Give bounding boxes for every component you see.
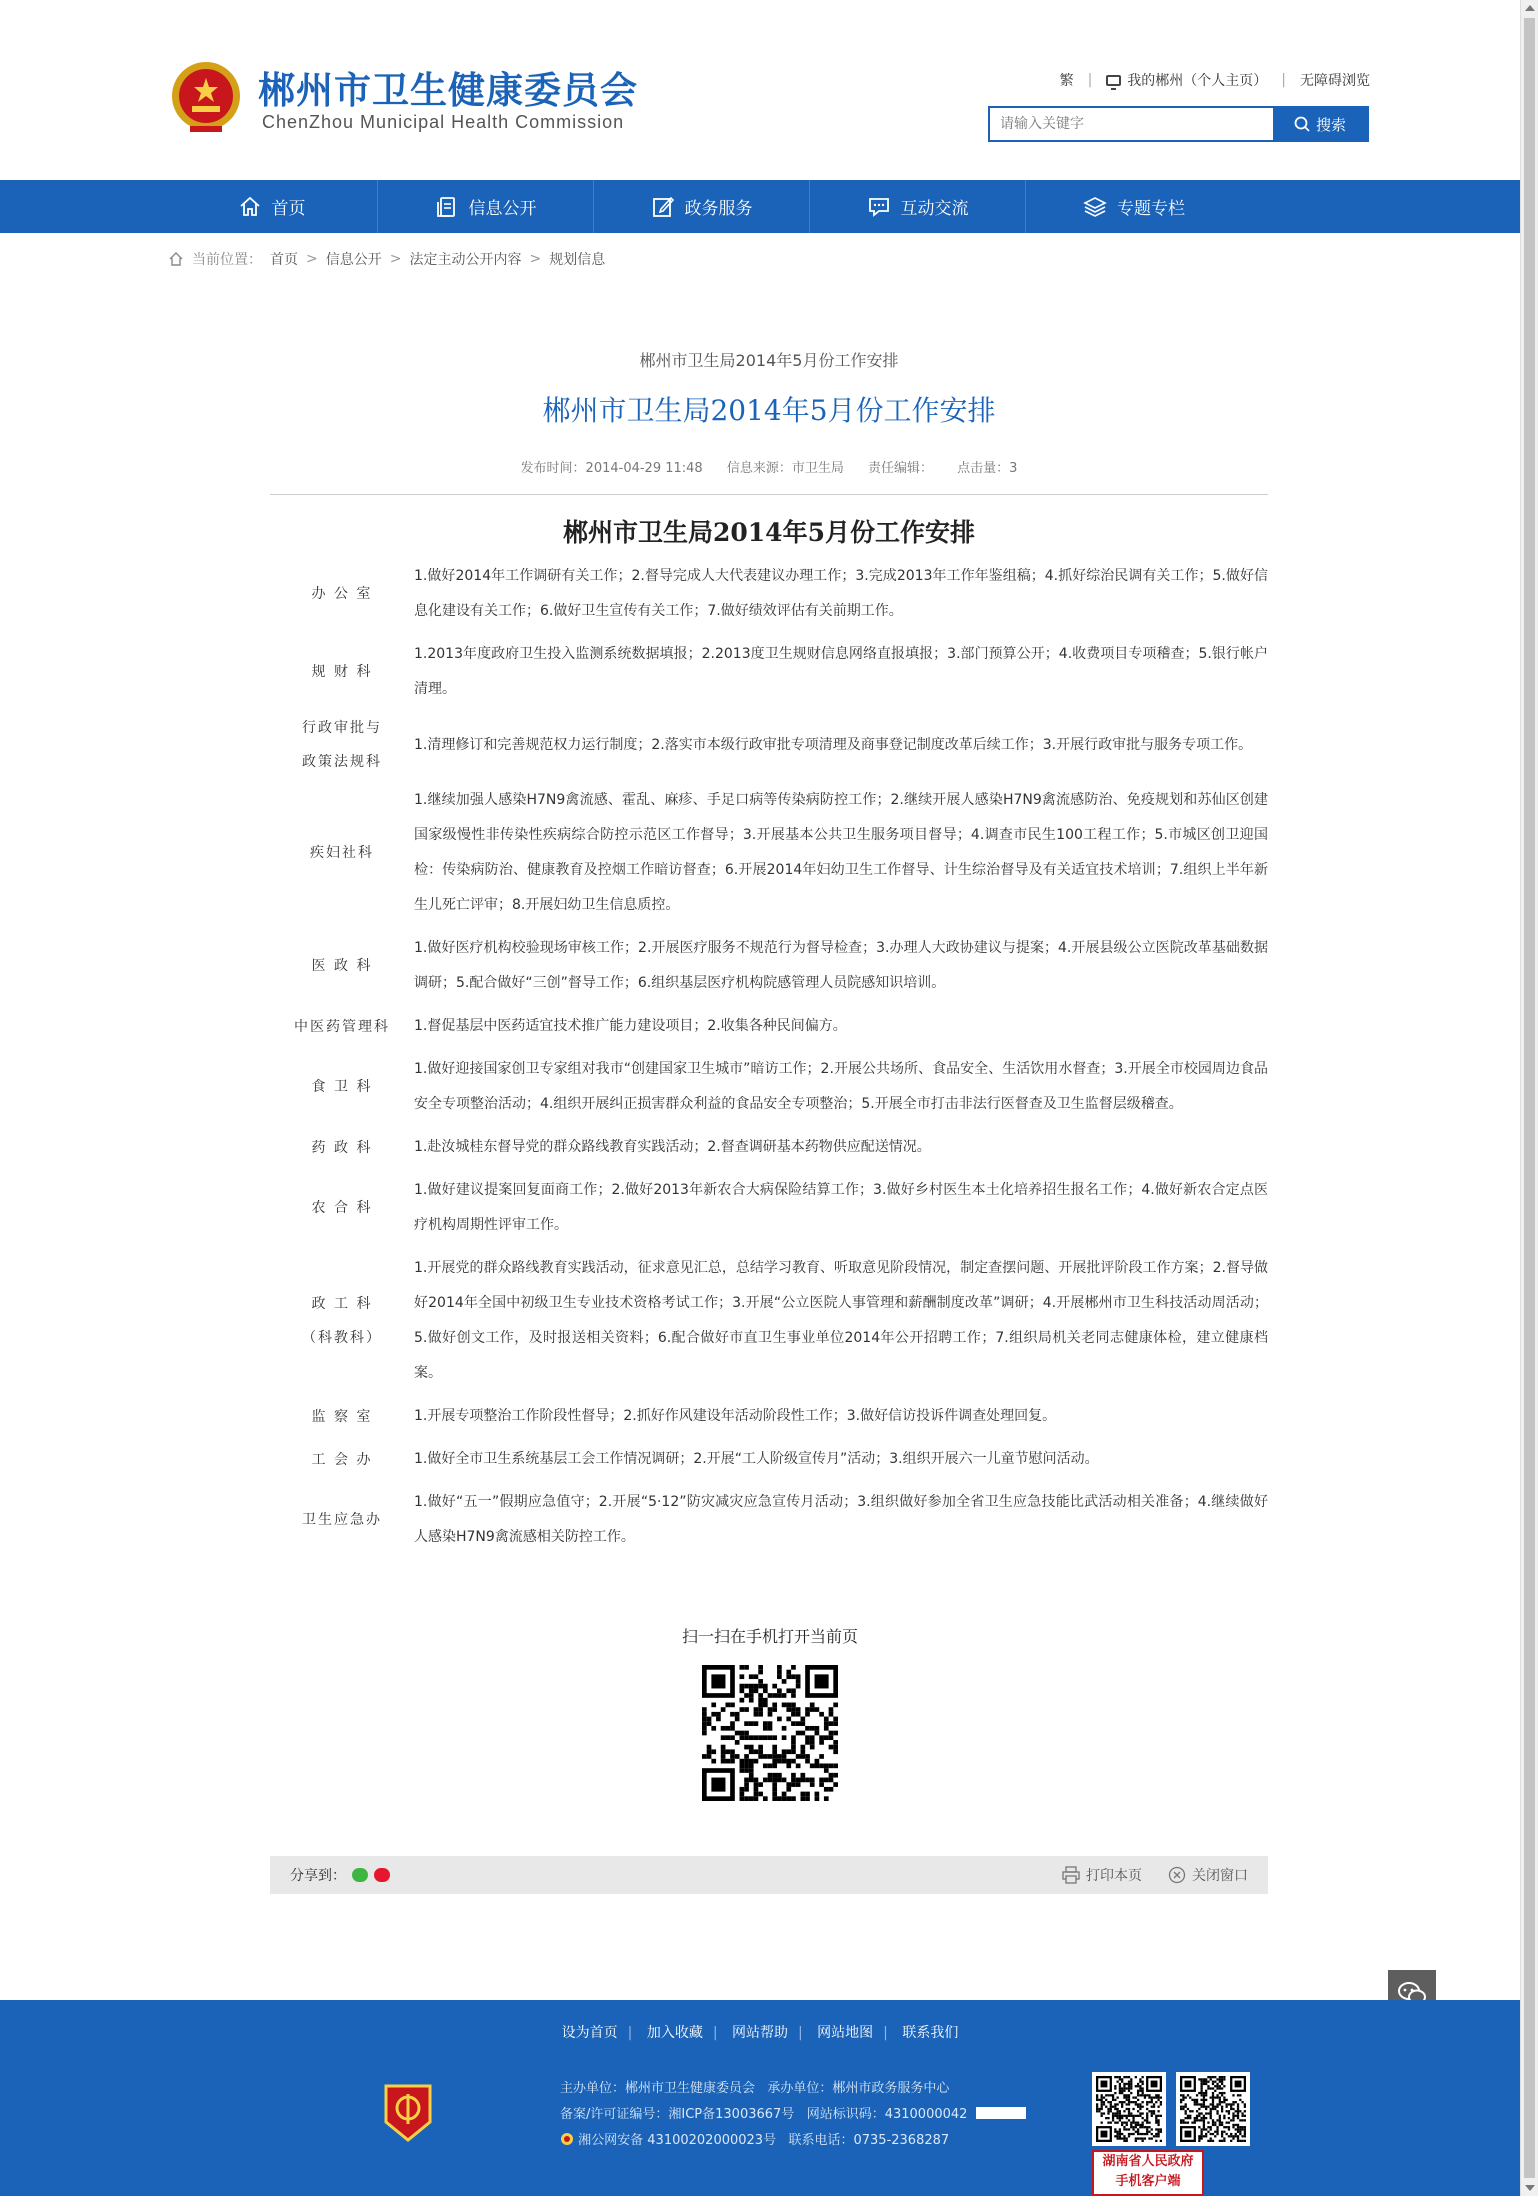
task-cell: 1.清理修订和完善规范权力运行制度；2.落实市本级行政审批专项清理及商事登记制度改革后续工作；3.开展行政审批与服务专项工作。	[414, 736, 1253, 753]
breadcrumb-item-statutory[interactable]: 法定主动公开内容	[409, 252, 522, 268]
table-row	[270, 1481, 1268, 1559]
table-row	[270, 1438, 1268, 1481]
page-qr-code	[702, 1665, 838, 1801]
footer-organizer: 承办单位：郴州市政务服务中心	[767, 2081, 950, 2096]
scroll-thumb[interactable]	[1524, 18, 1535, 2178]
chevron-right-icon: >	[389, 251, 402, 267]
task-cell: 1.做好迎接国家创卫专家组对我市“创建国家卫生城市”暗访工作；2.开展公共场所、食品安全、生活饮用水督查；3.开展全市校园周边食品安全专项整治活动；4.组织开展纠正损害群众利益的食品安全专项整治；5.开展全市打击非法行医督查及卫生监督层级稽查。	[414, 1061, 1268, 1112]
breadcrumb-prefix: 当前位置：	[192, 252, 262, 268]
footer-icp[interactable]: 备案/许可证编号：湘ICP备13003667号	[560, 2107, 795, 2122]
footer-link-set-home[interactable]: 设为首页	[561, 2025, 618, 2041]
separator: |	[712, 2025, 718, 2041]
scroll-down-icon[interactable]	[1525, 2185, 1535, 2191]
table-row	[270, 1395, 1268, 1438]
footer-sponsor: 主办单位：郴州市卫生健康委员会	[560, 2081, 756, 2096]
search-box	[988, 106, 1369, 142]
site-subtitle: ChenZhou Municipal Health Commission	[262, 112, 625, 132]
department-cell: 监 察 室	[311, 1408, 373, 1425]
close-window-label: 关闭窗口	[1192, 1868, 1248, 1884]
publish-time: 发布时间：2014-04-29 11:48	[520, 461, 703, 476]
task-cell: 1.督促基层中医药适宜技术推广能力建设项目；2.收集各种民间偏方。	[414, 1018, 847, 1034]
wechat-share-icon[interactable]	[352, 1868, 368, 1882]
chat-icon	[867, 195, 891, 219]
weibo-share-icon[interactable]	[374, 1868, 390, 1882]
task-cell: 1.做好医疗机构校验现场审核工作；2.开展医疗服务不规范行为督导检查；3.办理人大政协建议与提案；4.开展县级公立医院改革基础数据调研；5.配合做好“三创”督导工作；6.组织基层医疗机构院感管理人员院感知识培训。	[414, 940, 1268, 991]
separator: |	[1281, 72, 1286, 88]
police-badge-icon	[560, 2132, 574, 2146]
footer-link-favorite[interactable]: 加入收藏	[646, 2025, 703, 2041]
department-cell: 工 会 办	[311, 1451, 373, 1468]
editor: 责任编辑：	[868, 461, 934, 476]
task-cell: 1.做好全市卫生系统基层工会工作情况调研；2.开展“工人阶级宣传月”活动；3.组织开展六一儿童节慰问活动。	[414, 1451, 1099, 1467]
edit-icon	[651, 195, 675, 219]
task-cell: 1.做好2014年工作调研有关工作；2.督导完成人大代表建议办理工作；3.完成2013年工作年鉴组稿；4.抓好综治民调有关工作；5.做好信息化建设有关工作；6.做好卫生宣传有关工作；7.做好绩效评估有关前期工作。	[414, 568, 1268, 619]
work-schedule-table	[270, 555, 1268, 1559]
task-cell: 1.赴汝城桂东督导党的群众路线教育实践活动；2.督查调研基本药物供应配送情况。	[414, 1139, 931, 1155]
document-icon	[435, 195, 459, 219]
breadcrumb	[168, 249, 605, 269]
nav-item-label: 政务服务	[684, 199, 753, 219]
qr-code-icon	[1180, 2076, 1246, 2142]
document-title: 郴州市卫生局2014年5月份工作安排	[563, 518, 975, 547]
table-row	[270, 927, 1268, 1005]
table-row	[270, 711, 1268, 779]
page-qr-block	[670, 1624, 870, 1801]
footer-phone: 联系电话：0735-2368287	[788, 2133, 950, 2148]
task-cell: 1.做好建议提案回复面商工作；2.做好2013年新农合大病保险结算工作；3.做好乡村医生本土化培养招生报名工作；4.做好新农合定点医疗机构周期性评审工作。	[414, 1182, 1268, 1233]
separator: |	[883, 2025, 888, 2041]
separator: |	[627, 2025, 633, 2041]
department-cell: 办 公 室	[311, 586, 373, 602]
app-line-1: 湖南省人民政府	[1102, 2154, 1194, 2169]
footer-site-code: 网站标识码：4310000042	[806, 2107, 968, 2122]
table-row	[270, 1169, 1268, 1247]
site-title[interactable]: 郴州市卫生健康委员会	[258, 69, 638, 112]
department-cell: 规 财 科	[311, 664, 373, 680]
qr-code-icon	[1096, 2076, 1162, 2142]
department-cell: 农 合 科	[311, 1200, 373, 1216]
party-gov-badge-icon[interactable]	[382, 2082, 434, 2144]
table-row	[270, 1048, 1268, 1126]
layers-icon	[1083, 195, 1107, 219]
nav-item-special-topics[interactable]	[1026, 180, 1242, 233]
share-label: 分享到：	[290, 1868, 346, 1884]
footer-qr-code	[1176, 2072, 1250, 2146]
vertical-scrollbar[interactable]	[1520, 0, 1538, 2196]
qr-label: 扫一扫在手机打开当前页	[681, 1627, 858, 1646]
department-cell: 行政审批与 政策法规科	[302, 720, 382, 770]
cnzz-badge[interactable]	[976, 2107, 1026, 2119]
print-label: 打印本页	[1086, 1868, 1142, 1884]
click-count: 点击量：3	[957, 461, 1018, 476]
scroll-up-icon[interactable]	[1525, 5, 1535, 11]
nav-item-label: 互动交流	[900, 199, 969, 219]
breadcrumb-item-info[interactable]: 信息公开	[325, 252, 382, 268]
article-title: 郴州市卫生局2014年5月份工作安排	[542, 394, 996, 427]
monitor-icon	[1106, 75, 1121, 86]
site-footer	[0, 2000, 1520, 2196]
search-button-label: 搜索	[1315, 115, 1346, 134]
search-input[interactable]	[990, 108, 1273, 140]
task-cell: 1.2013年度政府卫生投入监测系统数据填报；2.2013度卫生规财信息网络直报填报；3.部门预算公开；4.收费项目专项稽查；5.银行帐户清理。	[414, 646, 1268, 697]
footer-police[interactable]: 湘公网安备 43100202000023号	[578, 2133, 777, 2148]
nav-item-label: 信息公开	[468, 199, 537, 219]
breadcrumb-item-planning[interactable]: 规划信息	[549, 252, 606, 268]
nav-item-label: 专题专栏	[1117, 199, 1185, 219]
home-icon	[238, 195, 262, 219]
info-source: 信息来源：市卫生局	[726, 461, 844, 476]
department-cell: 医 政 科	[311, 958, 373, 974]
traditional-chinese-link[interactable]: 繁	[1059, 73, 1074, 89]
chevron-right-icon: >	[306, 251, 318, 267]
department-cell: 食 卫 科	[311, 1079, 373, 1095]
printer-icon	[1062, 1866, 1080, 1884]
page-actions	[1062, 1865, 1248, 1885]
nav-item-interaction[interactable]	[810, 180, 1026, 233]
footer-link-sitemap[interactable]: 网站地图	[817, 2025, 874, 2041]
separator: |	[1087, 72, 1093, 88]
article-subtitle: 郴州市卫生局2014年5月份工作安排	[639, 351, 899, 370]
my-chenzhou-label: 我的郴州（个人主页）	[1127, 73, 1268, 89]
table-row	[270, 779, 1268, 927]
nav-item-label: 首页	[271, 199, 306, 219]
chevron-right-icon: >	[529, 251, 542, 267]
footer-links	[0, 2022, 1520, 2042]
task-cell: 1.做好“五一”假期应急值守；2.开展“5·12”防灾减灾应急宣传月活动；3.组织做好参加全省卫生应急技能比武活动相关准备；4.继续做好人感染H7N9禽流感相关防控工作。	[414, 1494, 1268, 1545]
footer-info	[560, 2076, 1026, 2154]
article-meta	[270, 457, 1268, 476]
app-line-2: 手机客户端	[1115, 2174, 1181, 2189]
search-icon	[1294, 116, 1310, 132]
task-cell: 1.继续加强人感染H7N9禽流感、霍乱、麻疹、手足口病等传染病防控工作；2.继续开展人感染H7N9禽流感防治、免疫规划和苏仙区创建国家级慢性非传染性疾病综合防控示范区工作督导；3.开展基本公共卫生服务项目督导；4.调查市民生100工程工作；5.市城区创卫迎国检：传染病防治、健康教育及控烟工作暗访督查；6.开展2014年妇幼卫生工作督导、计生综治督导及有关适宜技术培训；7.组织上半年新生儿死亡评审；8.开展妇幼卫生信息质控。	[414, 792, 1268, 913]
footer-link-contact[interactable]: 联系我们	[902, 2025, 959, 2041]
divider	[270, 494, 1268, 495]
table-row	[270, 633, 1268, 711]
department-cell: 中医药管理科	[294, 1018, 390, 1035]
share-group	[290, 1865, 390, 1885]
site-header	[0, 0, 1520, 180]
search-button[interactable]	[1273, 108, 1367, 140]
department-cell: 卫生应急办	[302, 1512, 382, 1528]
task-cell: 1.开展党的群众路线教育实践活动，征求意见汇总，总结学习教育、听取意见阶段情况，制定查摆问题、开展批评阶段工作方案；2.督导做好2014年全国中初级卫生专业技术资格考试工作；3.开展“公立医院人事管理和薪酬制度改革”调研；4.开展郴州市卫生科技活动周活动；5.做好创文工作，及时报送相关资料；6.配合做好市直卫生事业单位2014年公开招聘工作；7.组织局机关老同志健康体检，建立健康档案。	[414, 1260, 1268, 1381]
top-links	[1060, 70, 1370, 90]
nav-item-home[interactable]	[166, 180, 378, 233]
department-cell: 政 工 科 （科教科）	[302, 1296, 382, 1346]
national-emblem-icon	[170, 56, 242, 136]
table-row	[270, 555, 1268, 633]
close-window-button[interactable]	[1168, 1865, 1248, 1885]
article	[270, 330, 1268, 1559]
my-chenzhou-link[interactable]	[1106, 70, 1267, 90]
share-bar	[270, 1856, 1268, 1894]
table-row	[270, 1126, 1268, 1169]
main-nav	[0, 180, 1520, 233]
print-button[interactable]	[1062, 1865, 1142, 1885]
breadcrumb-item-home[interactable]: 首页	[270, 252, 298, 268]
table-row	[270, 1005, 1268, 1048]
department-cell: 药 政 科	[311, 1139, 373, 1156]
close-icon	[1168, 1866, 1186, 1884]
separator: |	[798, 2025, 803, 2041]
hunan-gov-app-link[interactable]	[1092, 2150, 1204, 2196]
table-row	[270, 1247, 1268, 1395]
department-cell: 疾妇社科	[310, 845, 374, 861]
task-cell: 1.开展专项整治工作阶段性督导；2.抓好作风建设年活动阶段性工作；3.做好信访投诉件调查处理回复。	[414, 1408, 1057, 1424]
footer-qr-code	[1092, 2072, 1166, 2146]
accessible-browse-link[interactable]: 无障碍浏览	[1300, 73, 1370, 89]
nav-item-gov-service[interactable]	[594, 180, 810, 233]
footer-link-help[interactable]: 网站帮助	[732, 2025, 788, 2041]
nav-item-info-disclosure[interactable]	[378, 180, 594, 233]
home-icon	[168, 251, 184, 267]
